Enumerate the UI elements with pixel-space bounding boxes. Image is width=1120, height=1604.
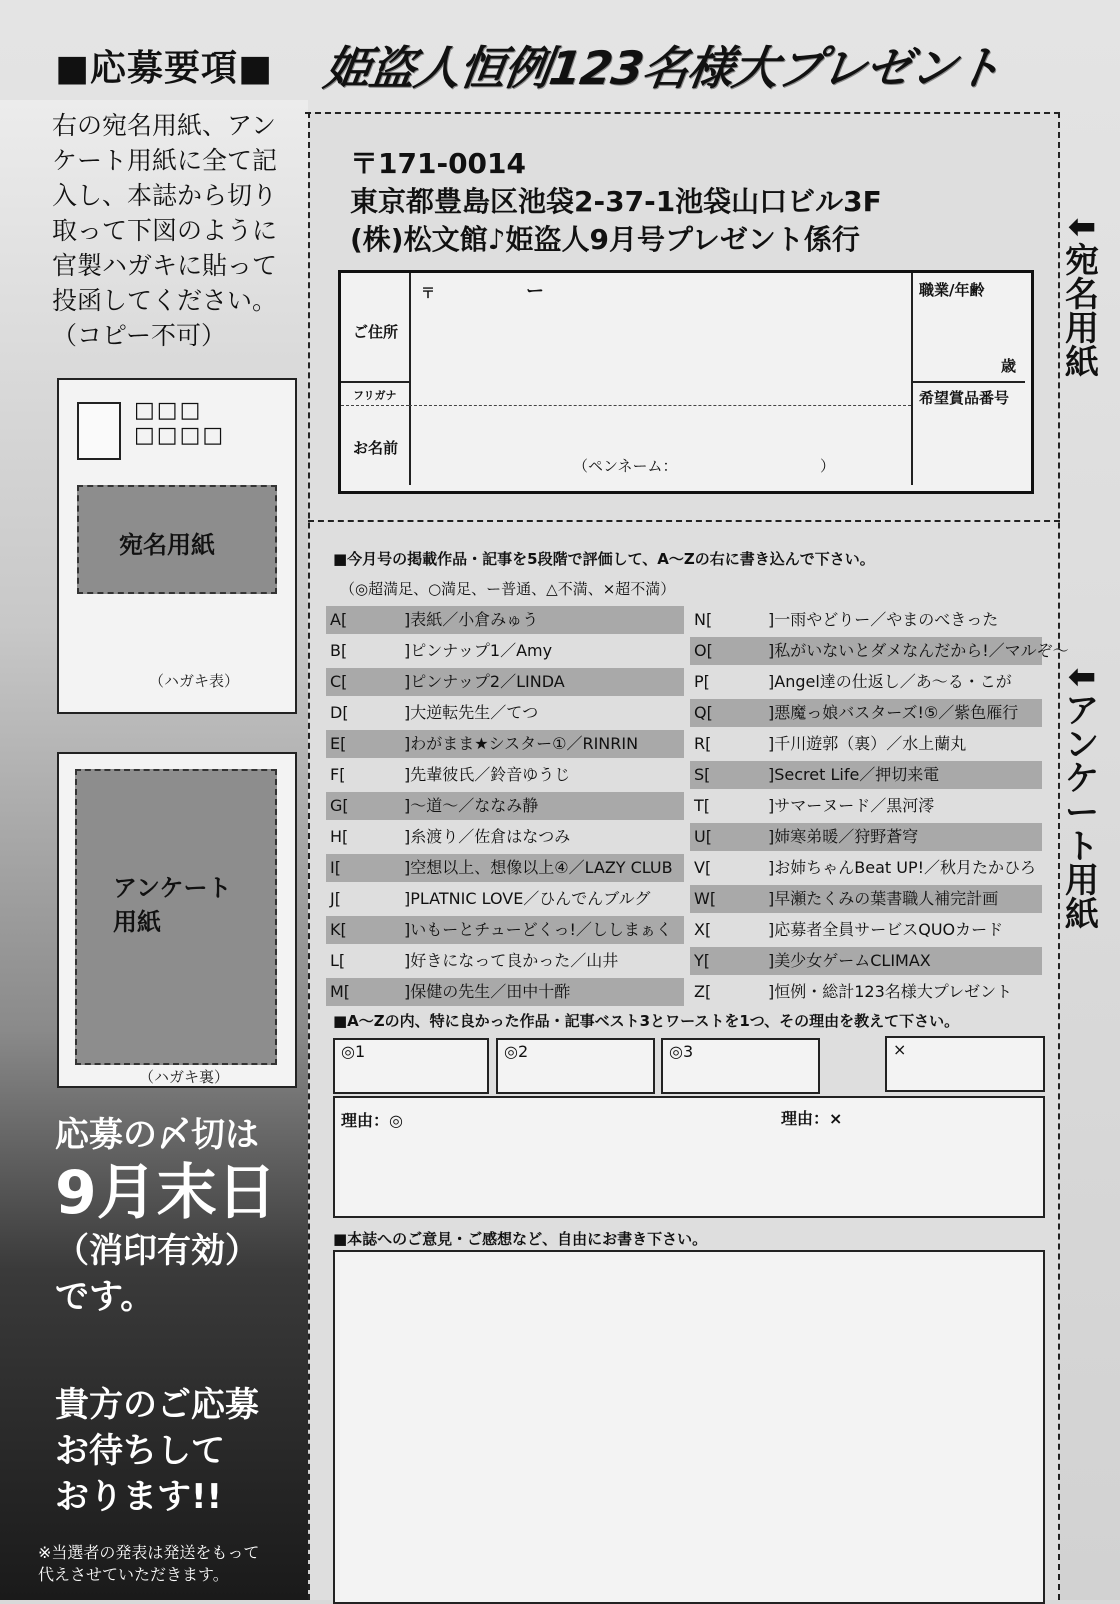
address-slip-area (77, 485, 277, 594)
survey-item-title: ]お姉ちゃんBeat UP!／秋月たかひろ (768, 858, 1037, 877)
survey-item-title: ]私がいないとダメなんだから!／マルぞ〜 (768, 641, 1069, 660)
survey-item-title: ]Secret Life／押切来電 (768, 765, 940, 784)
survey-item-title: ]Angel達の仕返し／あ〜る・こが (768, 672, 1012, 691)
note-line1: ※当選者の発表は発送をもって (38, 1543, 260, 1562)
survey-item-title: ]一雨やどりー／やまのべきった (768, 610, 999, 629)
worst-label: × (893, 1040, 907, 1059)
survey-item-title: ]PLATNIC LOVE／ひんでんブルグ (404, 889, 651, 908)
job-age-input[interactable] (919, 303, 1019, 353)
survey-item-title: ]大逆転先生／てつ (404, 703, 539, 722)
stamp-icon (77, 402, 121, 460)
survey-side-label: ⬅アンケート用紙 (1065, 657, 1099, 935)
wait-line1: 貴方のご応募 (55, 1385, 259, 1425)
address-line1: 東京都豊島区池袋2-37-1池袋山口ビル3F (350, 185, 882, 218)
survey-item-letter: W[ (694, 889, 717, 908)
survey-slip-area (75, 769, 277, 1065)
zip-code: 〒171-0014 (350, 147, 526, 180)
survey-item-letter: D[ (330, 703, 349, 722)
survey-item-letter: S[ (694, 765, 711, 784)
furigana-line (409, 405, 911, 406)
survey-item-letter: E[ (330, 734, 347, 753)
zip-dash: ー (526, 281, 544, 302)
survey-item-title: ]早瀬たくみの葉書職人補完計画 (768, 889, 999, 908)
best1-box[interactable] (333, 1038, 489, 1094)
survey-title: ■今月号の掲載作品・記事を5段階で評価して、A〜Zの右に書き込んで下さい。 (333, 550, 875, 568)
survey-item-title: ]わがまま★シスター①／RINRIN (404, 734, 639, 753)
survey-item[interactable] (690, 606, 1042, 634)
survey-item[interactable] (326, 761, 684, 789)
survey-item-letter: Q[ (694, 703, 713, 722)
best2-label: ◎2 (504, 1042, 529, 1061)
survey-item[interactable] (326, 823, 684, 851)
address-input[interactable] (421, 303, 903, 375)
table-divider (341, 381, 409, 383)
address-side-label: ⬅宛名用紙 (1065, 207, 1099, 383)
job-age-label: 職業/年齢 (919, 281, 985, 299)
survey-item-title: ]サマーヌード／黒河澪 (768, 796, 935, 815)
survey-item[interactable] (690, 699, 1042, 727)
table-divider (911, 381, 1025, 383)
reason-best-label: 理由：◎ (341, 1111, 403, 1130)
postcard-front-caption: （ハガキ表） (149, 672, 240, 690)
penname-field[interactable]: （ペンネーム： ） (573, 457, 836, 475)
wait-line2: お待ちして (55, 1431, 225, 1471)
note-line2: 代えさせていただきます。 (38, 1565, 229, 1584)
survey-item-title: ]表紙／小倉みゅう (404, 610, 539, 629)
survey-item-letter: Z[ (694, 982, 712, 1001)
survey-item[interactable] (326, 885, 684, 913)
survey-item-title: ]ピンナップ1／Amy (404, 641, 553, 660)
survey-item[interactable] (326, 978, 684, 1006)
survey-item-letter: M[ (330, 982, 351, 1001)
furigana-input[interactable] (421, 383, 903, 403)
age-unit: 歳 (1001, 357, 1017, 375)
survey-item[interactable] (690, 668, 1042, 696)
survey-item-letter: Y[ (694, 951, 711, 970)
postcard-back-diagram (57, 752, 297, 1088)
survey-item-letter: U[ (694, 827, 712, 846)
survey-item[interactable] (690, 854, 1042, 882)
table-divider (911, 273, 913, 485)
deadline-date: 9月末日 (55, 1158, 277, 1228)
survey-item-title: ]美少女ゲームCLIMAX (768, 951, 931, 970)
wait-line3: おります!! (55, 1477, 223, 1517)
survey-item-title: ]千川遊郭（裏）／水上蘭丸 (768, 734, 967, 753)
deadline-notice (55, 1112, 277, 1320)
survey-item[interactable] (690, 947, 1042, 975)
survey-item[interactable] (690, 730, 1042, 758)
survey-item-letter: P[ (694, 672, 710, 691)
furigana-line (341, 405, 409, 406)
survey-item-letter: J[ (330, 889, 341, 908)
survey-item[interactable] (326, 730, 684, 758)
name-label: お名前 (353, 439, 399, 457)
furigana-label: フリガナ (353, 389, 397, 402)
cut-line-top (305, 112, 1060, 114)
survey-item[interactable] (326, 606, 684, 634)
winner-note (38, 1542, 259, 1586)
worst-box[interactable] (885, 1036, 1045, 1092)
survey-item[interactable] (326, 916, 684, 944)
survey-item-letter: T[ (694, 796, 711, 815)
survey-item-title: ]空想以上、想像以上④／LAZY CLUB (404, 858, 673, 877)
survey-item-letter: X[ (694, 920, 712, 939)
section-title: ■応募要項■ (55, 48, 274, 89)
postcode-boxes: □□□ □□□□ (134, 398, 226, 448)
survey-item[interactable] (326, 668, 684, 696)
prize-number-input[interactable] (919, 411, 1019, 477)
survey-item-title: ]保健の先生／田中十酢 (404, 982, 571, 1001)
survey-item[interactable] (690, 823, 1042, 851)
deadline-line4: です。 (55, 1277, 155, 1317)
survey-item[interactable] (690, 916, 1042, 944)
survey-item-title: ]姉寒弟暖／狩野蒼穹 (768, 827, 919, 846)
campaign-title: 姫盗人恒例123名様大プレゼント (320, 41, 1005, 95)
survey-item-title: ]先輩彼氏／鈴音ゆうじ (404, 765, 571, 784)
best3-box[interactable] (661, 1038, 820, 1094)
cut-line-right (1058, 112, 1060, 1600)
comments-title: ■本誌へのご意見・ご感想など、自由にお書き下さい。 (333, 1230, 708, 1248)
survey-item-title: ]いもーとチューどくっ!／ししまぁく (404, 920, 672, 939)
comments-box[interactable] (333, 1250, 1045, 1604)
survey-item[interactable] (690, 637, 1069, 665)
waiting-message (55, 1382, 259, 1520)
cut-line-left (308, 112, 310, 1600)
survey-item-letter: A[ (330, 610, 348, 629)
survey-item[interactable] (326, 854, 684, 882)
survey-item-letter: B[ (330, 641, 348, 660)
survey-item-title: ]糸渡り／佐倉はなつみ (404, 827, 571, 846)
deadline-line3: （消印有効） (55, 1231, 259, 1271)
best1-label: ◎1 (341, 1042, 366, 1061)
prize-number-label: 希望賞品番号 (919, 389, 1010, 407)
survey-item-letter: I[ (330, 858, 341, 877)
survey-item-title: ]悪魔っ娘バスターズ!⑤／紫色雁行 (768, 703, 1019, 722)
survey-item[interactable] (690, 761, 1042, 789)
reason-box[interactable] (333, 1096, 1045, 1218)
address-slip-label: 宛名用紙 (119, 531, 215, 559)
instructions-text: 右の宛名用紙、アンケート用紙に全て記入し、本誌から切り取って下図のように官製ハガキに貼って投函してください。（コピー不可） (52, 111, 278, 350)
survey-item-letter: L[ (330, 951, 346, 970)
name-input[interactable] (421, 411, 903, 451)
address-form (338, 270, 1034, 494)
survey-item-title: ]応募者全員サービスQUOカード (768, 920, 1004, 939)
survey-item-letter: C[ (330, 672, 348, 691)
address-line2: (株)松文館♪姫盗人9月号プレゼント係行 (350, 223, 860, 256)
survey-item[interactable] (326, 637, 684, 665)
survey-item-title: ]ピンナップ2／LINDA (404, 672, 565, 691)
survey-item-letter: V[ (694, 858, 712, 877)
survey-item-letter: K[ (330, 920, 347, 939)
survey-item[interactable] (326, 947, 684, 975)
table-divider (409, 273, 411, 485)
zip-mark: 〒 (421, 286, 435, 302)
survey-item-letter: N[ (694, 610, 713, 629)
survey-item-letter: H[ (330, 827, 349, 846)
postcard-front-diagram (57, 378, 297, 714)
survey-item[interactable] (690, 792, 1042, 820)
survey-item-letter: G[ (330, 796, 349, 815)
survey-item[interactable] (326, 699, 684, 727)
survey-item-title: ]〜道〜／ななみ静 (404, 796, 539, 815)
address-label: ご住所 (353, 323, 399, 341)
reason-worst-label: 理由：× (781, 1109, 843, 1128)
survey-item-letter: R[ (694, 734, 712, 753)
rating-legend: （◎超満足、○満足、ー普通、△不満、×超不満） (340, 580, 676, 598)
survey-item-letter: F[ (330, 765, 346, 784)
survey-slip-label: アンケート用紙 (113, 874, 232, 936)
survey-item[interactable] (690, 885, 1042, 913)
survey-item-title: ]好きになって良かった／山井 (404, 951, 619, 970)
survey-item[interactable] (690, 978, 1042, 1006)
best3-label: ◎3 (669, 1042, 694, 1061)
deadline-line1: 応募の〆切は (55, 1115, 259, 1155)
survey-item[interactable] (326, 792, 684, 820)
best2-box[interactable] (496, 1038, 655, 1094)
survey-item-title: ]恒例・総計123名様大プレゼント (768, 982, 1013, 1001)
postcard-back-caption: （ハガキ裏） (139, 1068, 230, 1086)
survey-item-letter: O[ (694, 641, 713, 660)
best-worst-title: ■A〜Zの内、特に良かった作品・記事ベスト3とワーストを1つ、その理由を教えて下さい。 (333, 1012, 960, 1030)
cut-line-middle (308, 520, 1060, 522)
